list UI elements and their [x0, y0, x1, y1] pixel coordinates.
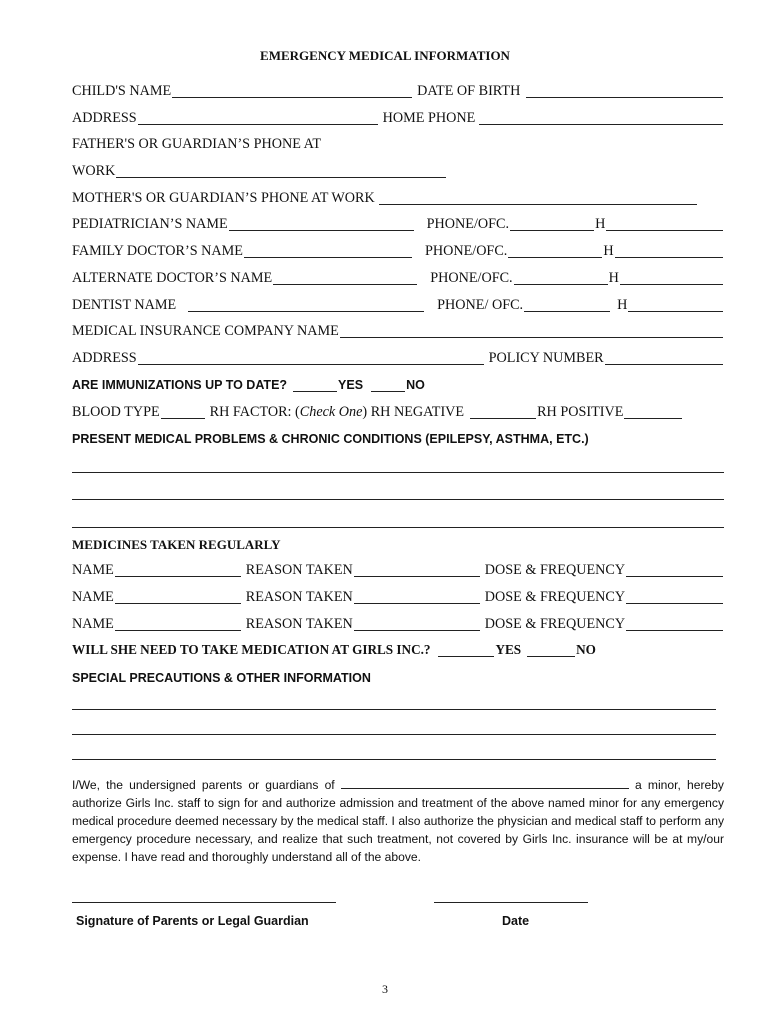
signature-line[interactable]	[72, 902, 336, 903]
family-doctor-phone-field[interactable]	[508, 244, 602, 258]
dentist-phone-label: PHONE/ OFC.	[437, 297, 524, 313]
dentist-h-label: H	[617, 297, 628, 313]
home-phone-label: HOME PHONE	[382, 110, 476, 126]
special-precautions-line-1[interactable]	[72, 709, 716, 710]
alternate-doctor-phone-field[interactable]	[514, 271, 608, 285]
medicines-heading: MEDICINES TAKEN REGULARLY	[72, 537, 281, 552]
immunizations-row	[72, 376, 724, 394]
rh-factor-label: RH FACTOR: (	[209, 404, 300, 420]
medicine-dose-label: DOSE & FREQUENCY	[484, 562, 626, 578]
medicine-row-3	[72, 615, 724, 633]
medicine-reason-field[interactable]	[354, 617, 480, 631]
policy-number-label: POLICY NUMBER	[488, 350, 604, 366]
insurance-company-label: MEDICAL INSURANCE COMPANY NAME	[72, 323, 339, 339]
mother-phone-row	[72, 189, 724, 207]
blood-type-row	[72, 403, 724, 421]
insurance-address-row	[72, 349, 724, 367]
medical-problems-line-2[interactable]	[72, 499, 724, 500]
medicine-reason-label: REASON TAKEN	[245, 616, 353, 632]
signature-label: Signature of Parents or Legal Guardian	[76, 914, 309, 928]
insurance-company-row	[72, 322, 724, 340]
blood-type-label: BLOOD TYPE	[72, 404, 160, 420]
check-one-label: Check One	[299, 404, 363, 420]
address-row	[72, 109, 724, 127]
medicine-dose-field[interactable]	[626, 590, 723, 604]
pediatrician-label: PEDIATRICIAN’S NAME	[72, 216, 228, 232]
medication-yes-field[interactable]	[438, 643, 494, 657]
dentist-home-field[interactable]	[628, 298, 723, 312]
authorization-text-part-1: I/We, the undersigned parents or guardians of	[72, 778, 335, 792]
medicine-name-label: NAME	[72, 562, 114, 578]
medication-no-field[interactable]	[527, 643, 575, 657]
blood-type-field[interactable]	[161, 405, 205, 419]
medicines-heading-row	[72, 536, 724, 554]
immunizations-yes-field[interactable]	[293, 378, 337, 392]
form-title: EMERGENCY MEDICAL INFORMATION	[260, 48, 510, 63]
address-field[interactable]	[138, 111, 378, 125]
family-doctor-phone-label: PHONE/OFC.	[424, 243, 508, 259]
medicine-dose-field[interactable]	[626, 617, 723, 631]
father-phone-row	[72, 135, 724, 153]
medication-question-row	[72, 641, 724, 659]
mother-phone-label: MOTHER'S OR GUARDIAN’S PHONE AT WORK	[72, 190, 375, 206]
immunizations-question: ARE IMMUNIZATIONS UP TO DATE?	[72, 378, 288, 392]
dentist-phone-field[interactable]	[524, 298, 610, 312]
rh-positive-label: RH POSITIVE	[537, 404, 624, 420]
family-doctor-label: FAMILY DOCTOR’S NAME	[72, 243, 243, 259]
father-work-row	[72, 162, 724, 180]
alternate-doctor-home-field[interactable]	[620, 271, 723, 285]
father-work-label: WORK	[72, 163, 116, 179]
address-label: ADDRESS	[72, 110, 137, 126]
child-name-row	[72, 82, 724, 100]
authorization-text-part-2: a minor, hereby authorize Girls Inc. staff to sign for and authorize admission and treatment of the above named minor for any emergency medical procedure deemed necessary by the medical staff. I also authorize the physician and medical staff to perform any emergency procedure necessary, and realize that such treatment, not covered by Girls Inc. insurance will be at my/our expense. I have read and thoroughly understand all of the above.	[72, 778, 724, 864]
immunizations-no-label: NO	[406, 378, 425, 392]
date-line[interactable]	[434, 902, 588, 903]
medical-problems-line-1[interactable]	[72, 472, 724, 473]
family-doctor-h-label: H	[603, 243, 614, 259]
medication-question: WILL SHE NEED TO TAKE MEDICATION AT GIRLS INC.?	[72, 642, 431, 657]
special-precautions-heading: SPECIAL PRECAUTIONS & OTHER INFORMATION	[72, 671, 371, 685]
pediatrician-field[interactable]	[229, 217, 414, 231]
medical-problems-heading-row	[72, 430, 724, 448]
immunizations-no-field[interactable]	[371, 378, 405, 392]
page-number: 3	[382, 982, 388, 996]
medication-yes-label: YES	[495, 642, 522, 657]
medication-no-label: NO	[576, 642, 596, 657]
medicine-dose-field[interactable]	[626, 563, 723, 577]
alternate-doctor-phone-label: PHONE/OFC.	[430, 270, 513, 286]
medicine-name-field[interactable]	[115, 617, 241, 631]
minor-name-field[interactable]	[341, 777, 629, 789]
policy-number-field[interactable]	[605, 351, 723, 365]
alternate-doctor-label: ALTERNATE DOCTOR’S NAME	[72, 270, 273, 286]
child-name-label: CHILD'S NAME	[72, 83, 172, 99]
immunizations-yes-label: YES	[338, 378, 364, 392]
dentist-field[interactable]	[188, 298, 424, 312]
authorization-paragraph	[72, 776, 724, 866]
pediatrician-home-field[interactable]	[606, 217, 723, 231]
date-label: Date	[502, 914, 530, 928]
medicine-dose-label: DOSE & FREQUENCY	[484, 589, 626, 605]
medicine-name-field[interactable]	[115, 563, 241, 577]
alternate-doctor-row	[72, 269, 724, 287]
rh-positive-field[interactable]	[624, 405, 682, 419]
pediatrician-row	[72, 215, 724, 233]
medicine-row-2	[72, 588, 724, 606]
medicine-reason-field[interactable]	[354, 590, 480, 604]
special-precautions-heading-row	[72, 669, 724, 687]
family-doctor-field[interactable]	[244, 244, 412, 258]
alternate-doctor-h-label: H	[608, 270, 619, 286]
dentist-label: DENTIST NAME	[72, 297, 177, 313]
rh-negative-label: ) RH NEGATIVE	[362, 404, 465, 420]
medicine-name-label: NAME	[72, 589, 114, 605]
special-precautions-line-3[interactable]	[72, 759, 716, 760]
family-doctor-row	[72, 242, 724, 260]
medicine-name-field[interactable]	[115, 590, 241, 604]
pediatrician-phone-field[interactable]	[510, 217, 594, 231]
insurance-company-field[interactable]	[340, 324, 723, 338]
medicine-reason-label: REASON TAKEN	[245, 589, 353, 605]
mother-work-phone-field[interactable]	[379, 191, 697, 205]
child-name-field[interactable]	[172, 84, 412, 98]
home-phone-field[interactable]	[479, 111, 723, 125]
medicine-row-1	[72, 561, 724, 579]
medicine-reason-label: REASON TAKEN	[245, 562, 353, 578]
dentist-row	[72, 296, 724, 314]
rh-negative-field[interactable]	[470, 405, 536, 419]
alternate-doctor-field[interactable]	[273, 271, 417, 285]
medicine-dose-label: DOSE & FREQUENCY	[484, 616, 626, 632]
medicine-name-label: NAME	[72, 616, 114, 632]
father-phone-label: FATHER'S OR GUARDIAN’S PHONE AT	[72, 136, 322, 152]
insurance-address-field[interactable]	[138, 351, 484, 365]
medicine-reason-field[interactable]	[354, 563, 480, 577]
insurance-address-label: ADDRESS	[72, 350, 137, 366]
pediatrician-phone-label: PHONE/OFC.	[426, 216, 510, 232]
medical-problems-line-3[interactable]	[72, 527, 724, 528]
medical-problems-heading: PRESENT MEDICAL PROBLEMS & CHRONIC CONDITIONS (EPILEPSY, ASTHMA, ETC.)	[72, 432, 589, 446]
date-of-birth-field[interactable]	[526, 84, 723, 98]
family-doctor-home-field[interactable]	[615, 244, 723, 258]
date-of-birth-label: DATE OF BIRTH	[417, 83, 521, 99]
special-precautions-line-2[interactable]	[72, 734, 716, 735]
father-work-phone-field[interactable]	[116, 164, 446, 178]
pediatrician-h-label: H	[595, 216, 606, 232]
